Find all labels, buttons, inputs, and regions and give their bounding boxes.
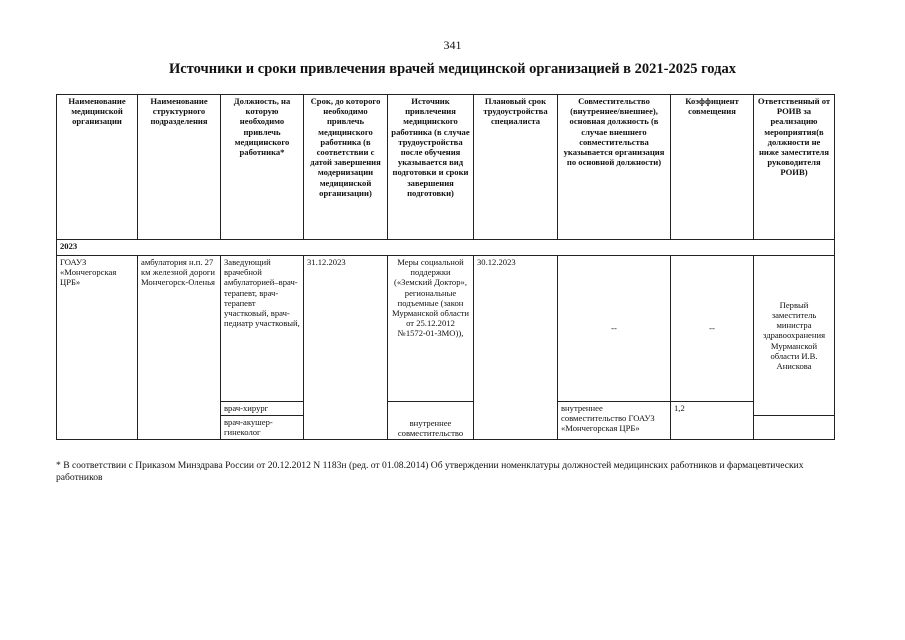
header-cell: Плановый срок трудоустройства специалиста — [474, 95, 558, 240]
responsible-cell: Первый заместитель министра здравоохранения Мурманской области И.В. Анискова — [754, 256, 835, 416]
coef-cell: 1,2 — [671, 402, 754, 440]
position-cell: Заведующий врачебной амбулаторией–врач-терапевт, врач-терапевт участковый, врач-педиатр участковый, — [221, 256, 304, 402]
year-cell: 2023 — [57, 240, 835, 256]
page-title: Источники и сроки привлечения врачей медицинской организацией в 2021-2025 годах — [169, 61, 736, 77]
staffing-table — [56, 94, 835, 440]
table-row — [57, 256, 835, 402]
header-row — [57, 95, 835, 240]
header-cell: Ответственный от РОИВ за реализацию мероприятия(в должности не ниже заместителя руководителя РОИВ) — [754, 95, 835, 240]
year-row — [57, 240, 835, 256]
header-cell: Срок, до которого необходимо привлечь медицинского работника (в соответствии с датой завершения модернизации медицинской организации) — [304, 95, 388, 240]
page-number: 341 — [443, 38, 462, 52]
responsible-empty-cell — [754, 416, 835, 440]
header-cell: Источник привлечения медицинского работника (в случае трудоустройства после обучения указывается вид подготовки и сроки завершения подготовки) — [388, 95, 474, 240]
source-cell: Меры социальной поддержки («Земский Доктор», региональные подъемные (закон Мурманской области от 25.12.2012 №1572-01-ЗМО)), — [388, 256, 474, 402]
source-cell: внутреннее совместительство — [388, 402, 474, 440]
coef-cell: -- — [671, 256, 754, 402]
header-cell: Коэффициент совмещения — [671, 95, 754, 240]
deadline-cell: 31.12.2023 — [304, 256, 388, 440]
header-cell: Наименование медицинской организации — [57, 95, 138, 240]
header-cell: Наименование структурного подразделения — [138, 95, 221, 240]
combo-cell: внутреннее совместительство ГОАУЗ «Мончегорская ЦРБ» — [558, 402, 671, 440]
header-cell: Должность, на которую необходимо привлечь медицинского работника* — [221, 95, 304, 240]
combo-cell: -- — [558, 256, 671, 402]
unit-cell: амбулатория н.п. 27 км железной дороги Мончегорск-Оленья — [138, 256, 221, 440]
position-cell: врач-хирург — [221, 402, 304, 416]
footnote: * В соответствии с Приказом Минздрава России от 20.12.2012 N 1183н (ред. от 01.08.2014) Об утверждении номенклатуры должностей медицинских работников и фармацевтических работников — [56, 460, 804, 483]
position-cell: врач-акушер-гинеколог — [221, 416, 304, 440]
planned-date-cell: 30.12.2023 — [474, 256, 558, 440]
header-cell: Совместительство (внутреннее/внешнее), основная должность (в случае внешнего совместительства указывается организация по основной должности) — [558, 95, 671, 240]
org-cell: ГОАУЗ «Мончегорская ЦРБ» — [57, 256, 138, 440]
